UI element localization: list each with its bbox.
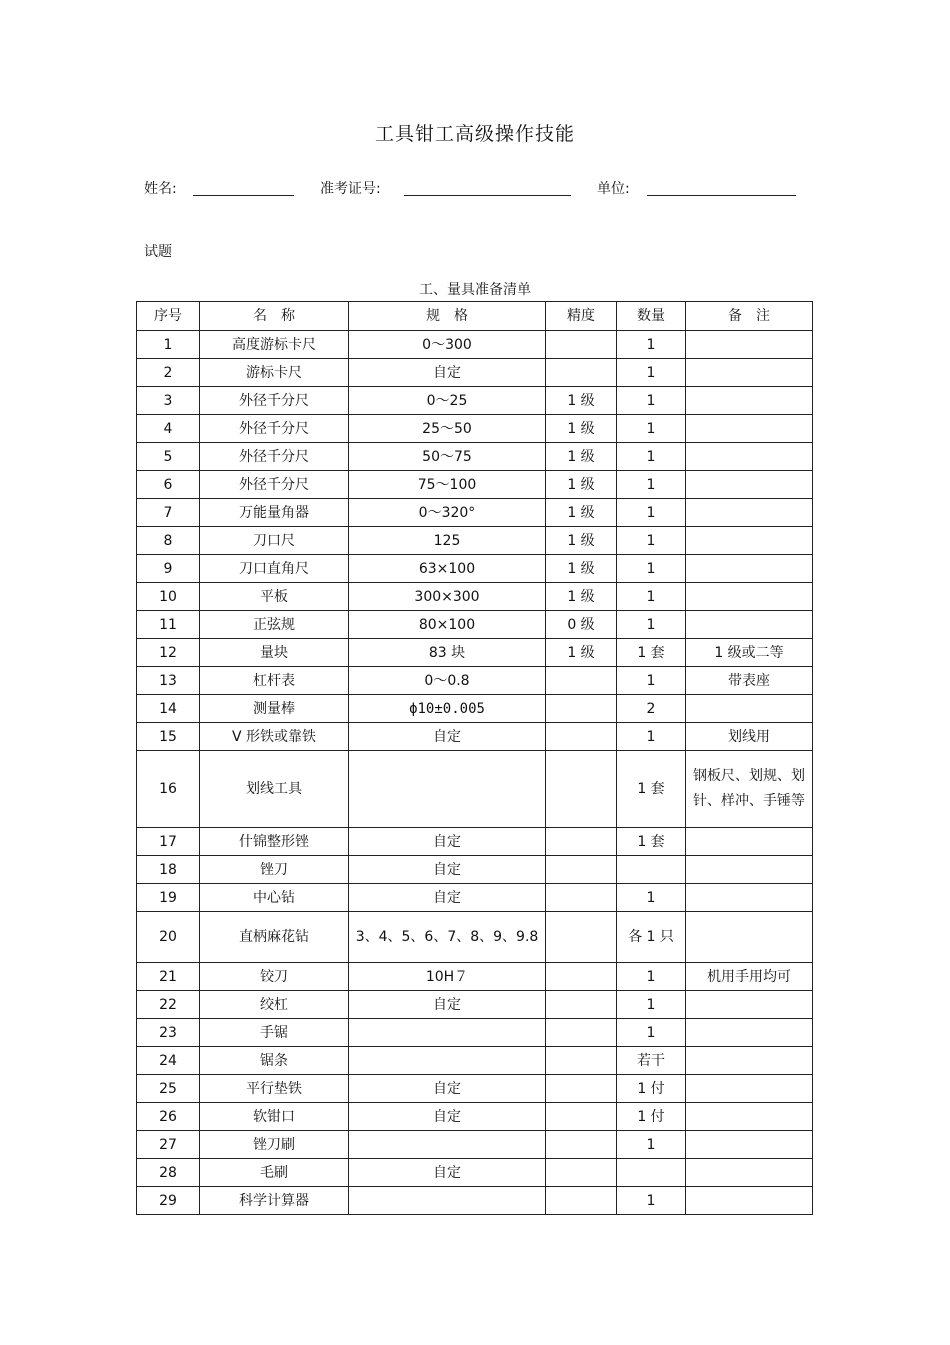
cell-note — [686, 1019, 813, 1047]
cell-name: 正弦规 — [200, 611, 349, 639]
cell-qty: 1 — [617, 1187, 686, 1215]
table-row — [137, 963, 813, 991]
cell-precision: 1 级 — [546, 583, 617, 611]
cell-spec: 25～50 — [349, 415, 546, 443]
exam-id-label: 准考证号: — [320, 181, 381, 197]
cell-spec: 自定 — [349, 359, 546, 387]
cell-name: 平板 — [200, 583, 349, 611]
cell-note — [686, 611, 813, 639]
cell-spec: 0～320° — [349, 499, 546, 527]
cell-no: 12 — [137, 639, 200, 667]
cell-note — [686, 331, 813, 359]
cell-precision — [546, 963, 617, 991]
cell-spec: 80×100 — [349, 611, 546, 639]
header-name: 名 称 — [200, 302, 349, 331]
cell-qty: 1 — [617, 387, 686, 415]
exam-id-field-line[interactable] — [404, 195, 571, 196]
cell-name: 毛刷 — [200, 1159, 349, 1187]
table-row — [137, 1131, 813, 1159]
header-qty: 数量 — [617, 302, 686, 331]
cell-name: V 形铁或靠铁 — [200, 723, 349, 751]
cell-no: 22 — [137, 991, 200, 1019]
cell-precision — [546, 359, 617, 387]
cell-precision — [546, 1075, 617, 1103]
cell-note — [686, 912, 813, 963]
cell-qty — [617, 1159, 686, 1187]
cell-name: 游标卡尺 — [200, 359, 349, 387]
header-spec: 规 格 — [349, 302, 546, 331]
cell-note — [686, 884, 813, 912]
cell-note — [686, 387, 813, 415]
table-row — [137, 1103, 813, 1131]
cell-note: 1 级或二等 — [686, 639, 813, 667]
cell-note: 机用手用均可 — [686, 963, 813, 991]
cell-name: 锯条 — [200, 1047, 349, 1075]
table-row — [137, 856, 813, 884]
cell-no: 17 — [137, 828, 200, 856]
cell-spec: 75～100 — [349, 471, 546, 499]
cell-no: 18 — [137, 856, 200, 884]
cell-qty: 1 套 — [617, 639, 686, 667]
table-row — [137, 331, 813, 359]
cell-spec — [349, 1187, 546, 1215]
cell-no: 9 — [137, 555, 200, 583]
cell-name: 什锦整形锉 — [200, 828, 349, 856]
cell-note: 划线用 — [686, 723, 813, 751]
cell-precision — [546, 884, 617, 912]
cell-no: 7 — [137, 499, 200, 527]
cell-precision: 1 级 — [546, 415, 617, 443]
cell-note — [686, 443, 813, 471]
cell-note: 带表座 — [686, 667, 813, 695]
cell-spec: 自定 — [349, 884, 546, 912]
cell-name: 直柄麻花钻 — [200, 912, 349, 963]
cell-qty: 1 — [617, 611, 686, 639]
cell-qty: 1 — [617, 583, 686, 611]
cell-note — [686, 359, 813, 387]
cell-precision: 1 级 — [546, 471, 617, 499]
cell-no: 28 — [137, 1159, 200, 1187]
cell-qty: 1 — [617, 1019, 686, 1047]
cell-precision — [546, 1187, 617, 1215]
cell-no: 5 — [137, 443, 200, 471]
cell-precision — [546, 991, 617, 1019]
header-no: 序号 — [137, 302, 200, 331]
cell-precision — [546, 331, 617, 359]
cell-qty: 1 — [617, 527, 686, 555]
cell-precision — [546, 1131, 617, 1159]
cell-no: 29 — [137, 1187, 200, 1215]
cell-spec: 自定 — [349, 1159, 546, 1187]
table-row — [137, 912, 813, 963]
cell-precision: 1 级 — [546, 639, 617, 667]
cell-no: 24 — [137, 1047, 200, 1075]
cell-no: 2 — [137, 359, 200, 387]
cell-name: 锉刀 — [200, 856, 349, 884]
cell-no: 11 — [137, 611, 200, 639]
tools-table — [136, 301, 813, 1215]
cell-no: 13 — [137, 667, 200, 695]
cell-note — [686, 828, 813, 856]
cell-name: 手锯 — [200, 1019, 349, 1047]
cell-name: 锉刀刷 — [200, 1131, 349, 1159]
cell-no: 1 — [137, 331, 200, 359]
cell-spec: 10H７ — [349, 963, 546, 991]
cell-qty — [617, 856, 686, 884]
cell-spec — [349, 1019, 546, 1047]
cell-precision — [546, 1103, 617, 1131]
cell-qty: 若干 — [617, 1047, 686, 1075]
cell-precision: 1 级 — [546, 527, 617, 555]
cell-qty: 1 套 — [617, 751, 686, 828]
cell-precision — [546, 828, 617, 856]
cell-note — [686, 1131, 813, 1159]
table-row — [137, 499, 813, 527]
cell-note — [686, 583, 813, 611]
table-row — [137, 471, 813, 499]
table-row — [137, 828, 813, 856]
table-row — [137, 527, 813, 555]
cell-qty: 1 — [617, 963, 686, 991]
cell-name: 高度游标卡尺 — [200, 331, 349, 359]
cell-note — [686, 1159, 813, 1187]
cell-spec — [349, 1131, 546, 1159]
cell-qty: 1 — [617, 991, 686, 1019]
cell-name: 外径千分尺 — [200, 443, 349, 471]
cell-name: 刀口直角尺 — [200, 555, 349, 583]
header-precision: 精度 — [546, 302, 617, 331]
cell-qty: 1 — [617, 415, 686, 443]
table-row — [137, 723, 813, 751]
cell-name: 外径千分尺 — [200, 387, 349, 415]
cell-spec: 3、4、5、6、7、8、9、9.8 — [349, 912, 546, 963]
cell-qty: 各 1 只 — [617, 912, 686, 963]
cell-spec: ϕ10±0.005 — [349, 695, 546, 723]
name-label: 姓名: — [144, 181, 177, 197]
cell-precision — [546, 1047, 617, 1075]
cell-spec: 自定 — [349, 991, 546, 1019]
cell-name: 科学计算器 — [200, 1187, 349, 1215]
cell-name: 铰刀 — [200, 963, 349, 991]
cell-qty: 1 — [617, 723, 686, 751]
cell-note — [686, 471, 813, 499]
cell-no: 20 — [137, 912, 200, 963]
cell-precision: 1 级 — [546, 555, 617, 583]
cell-qty: 1 — [617, 471, 686, 499]
cell-no: 8 — [137, 527, 200, 555]
cell-qty: 1 — [617, 1131, 686, 1159]
cell-qty: 1 — [617, 555, 686, 583]
cell-precision — [546, 856, 617, 884]
cell-note — [686, 527, 813, 555]
cell-no: 16 — [137, 751, 200, 828]
cell-qty: 1 — [617, 359, 686, 387]
cell-name: 外径千分尺 — [200, 471, 349, 499]
cell-no: 27 — [137, 1131, 200, 1159]
cell-spec: 自定 — [349, 723, 546, 751]
cell-no: 14 — [137, 695, 200, 723]
cell-note — [686, 991, 813, 1019]
unit-field-line[interactable] — [647, 195, 796, 196]
cell-note — [686, 415, 813, 443]
cell-name: 万能量角器 — [200, 499, 349, 527]
table-row — [137, 1159, 813, 1187]
cell-note — [686, 1103, 813, 1131]
cell-note — [686, 1075, 813, 1103]
cell-note — [686, 695, 813, 723]
cell-note — [686, 499, 813, 527]
cell-name: 刀口尺 — [200, 527, 349, 555]
cell-name: 量块 — [200, 639, 349, 667]
table-row — [137, 555, 813, 583]
cell-note — [686, 555, 813, 583]
cell-spec: 63×100 — [349, 555, 546, 583]
cell-name: 测量棒 — [200, 695, 349, 723]
cell-no: 10 — [137, 583, 200, 611]
cell-note: 钢板尺、划规、划针、样冲、手锤等 — [686, 751, 813, 828]
cell-spec: 0～300 — [349, 331, 546, 359]
cell-note — [686, 1047, 813, 1075]
table-row — [137, 443, 813, 471]
cell-no: 21 — [137, 963, 200, 991]
table-row — [137, 1019, 813, 1047]
unit-label: 单位: — [597, 181, 630, 197]
cell-qty: 1 — [617, 443, 686, 471]
table-row — [137, 1047, 813, 1075]
table-row — [137, 359, 813, 387]
table-row — [137, 415, 813, 443]
header-note: 备 注 — [686, 302, 813, 331]
cell-name: 软钳口 — [200, 1103, 349, 1131]
document-title: 工具钳工高级操作技能 — [374, 123, 575, 145]
cell-precision: 1 级 — [546, 387, 617, 415]
section-label: 试题 — [144, 244, 172, 260]
cell-precision: 1 级 — [546, 499, 617, 527]
cell-spec — [349, 751, 546, 828]
cell-precision — [546, 912, 617, 963]
table-row — [137, 611, 813, 639]
cell-qty: 2 — [617, 695, 686, 723]
table-row — [137, 667, 813, 695]
cell-spec: 125 — [349, 527, 546, 555]
table-row — [137, 1187, 813, 1215]
cell-precision — [546, 695, 617, 723]
cell-precision — [546, 667, 617, 695]
table-row — [137, 639, 813, 667]
cell-qty: 1 付 — [617, 1103, 686, 1131]
cell-precision: 0 级 — [546, 611, 617, 639]
cell-spec: 自定 — [349, 828, 546, 856]
cell-no: 4 — [137, 415, 200, 443]
cell-spec: 自定 — [349, 856, 546, 884]
cell-name: 平行垫铁 — [200, 1075, 349, 1103]
cell-no: 3 — [137, 387, 200, 415]
cell-no: 6 — [137, 471, 200, 499]
cell-precision: 1 级 — [546, 443, 617, 471]
cell-spec — [349, 1047, 546, 1075]
table-header-row — [137, 302, 813, 331]
cell-qty: 1 — [617, 331, 686, 359]
table-row — [137, 695, 813, 723]
cell-precision — [546, 751, 617, 828]
cell-spec: 0～25 — [349, 387, 546, 415]
table-row — [137, 884, 813, 912]
cell-precision — [546, 1159, 617, 1187]
cell-spec: 0～0.8 — [349, 667, 546, 695]
cell-qty: 1 — [617, 667, 686, 695]
cell-spec: 300×300 — [349, 583, 546, 611]
table-row — [137, 583, 813, 611]
table-row — [137, 991, 813, 1019]
cell-name: 杠杆表 — [200, 667, 349, 695]
cell-note — [686, 1187, 813, 1215]
cell-spec: 50～75 — [349, 443, 546, 471]
cell-name: 中心钻 — [200, 884, 349, 912]
table-caption: 工、量具准备清单 — [419, 282, 531, 298]
cell-no: 15 — [137, 723, 200, 751]
cell-no: 25 — [137, 1075, 200, 1103]
cell-spec: 自定 — [349, 1103, 546, 1131]
cell-name: 外径千分尺 — [200, 415, 349, 443]
cell-precision — [546, 1019, 617, 1047]
table-row — [137, 387, 813, 415]
cell-qty: 1 付 — [617, 1075, 686, 1103]
cell-name: 绞杠 — [200, 991, 349, 1019]
cell-no: 19 — [137, 884, 200, 912]
cell-name: 划线工具 — [200, 751, 349, 828]
cell-qty: 1 — [617, 884, 686, 912]
cell-no: 26 — [137, 1103, 200, 1131]
cell-spec: 自定 — [349, 1075, 546, 1103]
table-row — [137, 1075, 813, 1103]
table-row — [137, 751, 813, 828]
cell-qty: 1 套 — [617, 828, 686, 856]
name-field-line[interactable] — [193, 195, 294, 196]
cell-qty: 1 — [617, 499, 686, 527]
cell-note — [686, 856, 813, 884]
cell-no: 23 — [137, 1019, 200, 1047]
cell-precision — [546, 723, 617, 751]
cell-spec: 83 块 — [349, 639, 546, 667]
